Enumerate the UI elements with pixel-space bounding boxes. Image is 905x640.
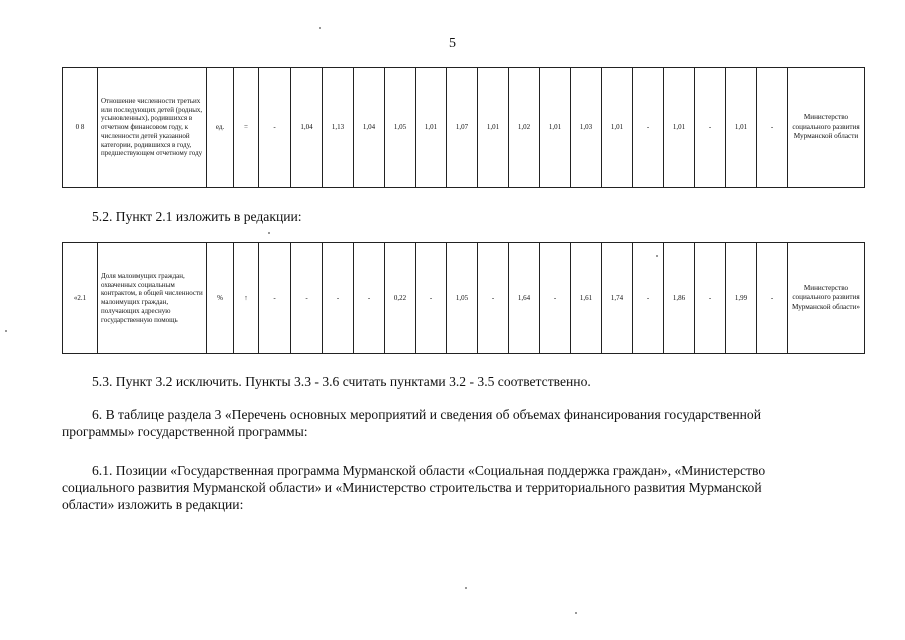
value-cell: - xyxy=(633,243,664,354)
value-cell: 1,04 xyxy=(291,68,323,188)
direction-cell: = xyxy=(234,68,259,188)
value-cell: 1,01 xyxy=(726,68,757,188)
value-cell: 1,01 xyxy=(540,68,571,188)
paragraph-5-2: 5.2. Пункт 2.1 изложить в редакции: xyxy=(92,209,302,224)
paragraph-6-line-2: программы» государственной программы: xyxy=(62,424,308,439)
value-cell: 1,86 xyxy=(664,243,695,354)
unit-cell: % xyxy=(207,243,234,354)
table-row xyxy=(63,68,865,188)
page-number: 5 xyxy=(449,36,456,51)
value-cell: - xyxy=(478,243,509,354)
scan-speck xyxy=(5,330,7,332)
value-cell: - xyxy=(259,243,291,354)
scan-speck xyxy=(319,27,321,29)
value-cell: 1,01 xyxy=(416,68,447,188)
value-cell: 1,07 xyxy=(447,68,478,188)
value-cell: 1,02 xyxy=(509,68,540,188)
value-cell: 1,01 xyxy=(478,68,509,188)
value-cell: - xyxy=(540,243,571,354)
indicator-table-1 xyxy=(62,67,865,188)
scan-speck xyxy=(465,587,467,589)
value-cell: 0,22 xyxy=(385,243,416,354)
value-cell: 1,05 xyxy=(447,243,478,354)
value-cell: - xyxy=(695,68,726,188)
value-cell: - xyxy=(259,68,291,188)
value-cell: 1,05 xyxy=(385,68,416,188)
value-cell: 1,01 xyxy=(664,68,695,188)
row-number: 0 8 xyxy=(63,68,98,188)
value-cell: 1,03 xyxy=(571,68,602,188)
value-cell: 1,61 xyxy=(571,243,602,354)
paragraph-6-line-1: 6. В таблице раздела 3 «Перечень основных мероприятий и сведения об объемах финансирования государственной xyxy=(92,407,761,422)
value-cell: - xyxy=(695,243,726,354)
value-cell: 1,99 xyxy=(726,243,757,354)
unit-cell: ед. xyxy=(207,68,234,188)
paragraph-6-1-line-3: области» изложить в редакции: xyxy=(62,497,244,512)
value-cell: 1,04 xyxy=(354,68,385,188)
value-cell: 1,13 xyxy=(323,68,354,188)
table-row xyxy=(63,243,865,354)
row-number: «2.1 xyxy=(63,243,98,354)
value-cell: 1,64 xyxy=(509,243,540,354)
indicator-name: Отношение численности третьих или последующих детей (родных, усыновленных), родившихся в отчетном финансовом году, к численности детей указанной категории, родившихся в году, предшествующем отчетному году xyxy=(98,68,207,188)
indicator-name: Доля малоимущих граждан, охваченных социальным контрактом, в общей численности малоимущих граждан, получающих адресную государственную помощь xyxy=(98,243,207,354)
ministry-cell: Министерство социального развития Мурманской области xyxy=(788,68,865,188)
value-cell: - xyxy=(416,243,447,354)
value-cell: - xyxy=(757,243,788,354)
ministry-cell: Министерство социального развития Мурманской области» xyxy=(788,243,865,354)
direction-cell: ↑ xyxy=(234,243,259,354)
scan-speck xyxy=(575,612,577,614)
value-cell: - xyxy=(633,68,664,188)
paragraph-6-1-line-1: 6.1. Позиции «Государственная программа Мурманской области «Социальная поддержка граждан», «Министерство xyxy=(92,463,766,478)
paragraph-5-3: 5.3. Пункт 3.2 исключить. Пункты 3.3 - 3.6 считать пунктами 3.2 - 3.5 соответственно. xyxy=(92,374,591,389)
indicator-table-2 xyxy=(62,242,865,354)
value-cell: - xyxy=(291,243,323,354)
scan-speck xyxy=(268,232,270,234)
value-cell: 1,01 xyxy=(602,68,633,188)
value-cell: - xyxy=(354,243,385,354)
value-cell: 1,74 xyxy=(602,243,633,354)
scan-speck xyxy=(656,255,658,257)
value-cell: - xyxy=(757,68,788,188)
value-cell: - xyxy=(323,243,354,354)
paragraph-6-1-line-2: социального развития Мурманской области» и «Министерство строительства и территориального развития Мурманской xyxy=(62,480,762,495)
